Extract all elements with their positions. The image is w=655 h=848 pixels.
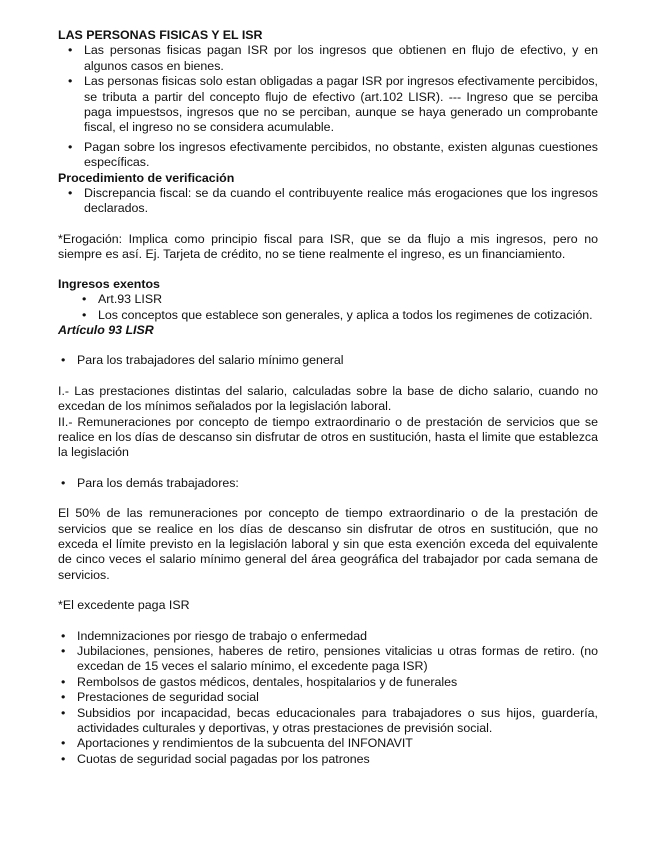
list-item: • Las personas fisicas solo estan obligadas a pagar ISR por ingresos efectivamente percibidos, se tributa a partir del concepto flujo de efectivo (art.102 LISR). --- Ingreso que se perciba paga impuestsos, ingresos que no se perciban, aunque se haya generado un comprobante fiscal, el ingreso no se considera acumulable. [84,74,598,136]
paragraph-50-percent: El 50% de las remuneraciones por concepto de tiempo extraordinario o de la prestación de servicios que se realice en los días de descanso sin disfrutar de otros en sustitución, que no exceda el límite previsto en la legislación laboral y sin que esta exención exceda del equivalente de cinco veces el salario mínimo general del área geográfica del trabajador por cada semana de servicios. [58,506,598,582]
list-item: • Cuotas de seguridad social pagadas por los patrones [77,752,598,767]
list-item: • Subsidios por incapacidad, becas educacionales para trabajadores o sus hijos, guardería, actividades culturales y deportivas, y otras prestaciones de previsión social. [77,706,598,737]
document-page [58,28,598,767]
list-item: • Los conceptos que establece son generales, y aplica a todos los regimenes de cotización. [98,308,598,323]
section-title-personas-fisicas: LAS PERSONAS FISICAS Y EL ISR [58,28,263,42]
procedimiento-list [58,186,598,217]
excedente-note: *El excedente paga ISR [58,598,190,613]
articulo-93-bullet-b [58,476,598,491]
list-item: • Art.93 LISR [98,292,598,307]
ingresos-exentos-list [58,292,598,323]
list-item: • Aportaciones y rendimientos de la subcuenta del INFONAVIT [77,736,598,751]
section-title-procedimiento: Procedimiento de verificación [58,170,235,185]
list-item: • Jubilaciones, pensiones, haberes de retiro, pensiones vitalicias u otras formas de retiro. (no excedan de 15 veces el salario mínimo, el excedente paga ISR) [77,644,598,675]
articulo-93-bullet-a [58,353,598,368]
list-item: • Prestaciones de seguridad social [77,690,598,705]
section-title-articulo-93: Artículo 93 LISR [58,322,154,337]
list-item: • Rembolsos de gastos médicos, dentales, hospitalarios y de funerales [77,675,598,690]
list-item: • Para los demás trabajadores: [77,476,598,491]
personas-fisicas-list [58,43,598,170]
list-item: • Discrepancia fiscal: se da cuando el contribuyente realice más erogaciones que los ingresos declarados. [84,186,598,217]
list-item: • Pagan sobre los ingresos efectivamente percibidos, no obstante, existen algunas cuestiones específicas. [84,140,598,171]
paragraph-fraccion-ii: II.- Remuneraciones por concepto de tiempo extraordinario o de prestación de servicios que se realice en los días de descanso sin disfrutar de otros en sustitución, hasta el limite que establezca la legislación [58,414,598,460]
paragraph-fraccion-i: I.- Las prestaciones distintas del salario, calculadas sobre la base de dicho salario, cuando no excedan de los mínimos señalados por la legislación laboral. [58,383,598,414]
exenciones-list [58,629,598,768]
list-item: • Para los trabajadores del salario mínimo general [77,353,598,368]
list-item: • Indemnizaciones por riesgo de trabajo o enfermedad [77,629,598,644]
erogacion-note: *Erogación: Implica como principio fiscal para ISR, que se da flujo a mis ingresos, pero no siempre es así. Ej. Tarjeta de crédito, no se tiene realmente el ingreso, es un financiamiento. [58,231,598,262]
section-title-ingresos-exentos: Ingresos exentos [58,276,160,291]
list-item: • Las personas fisicas pagan ISR por los ingresos que obtienen en flujo de efectivo, y en algunos casos en bienes. [84,43,598,74]
